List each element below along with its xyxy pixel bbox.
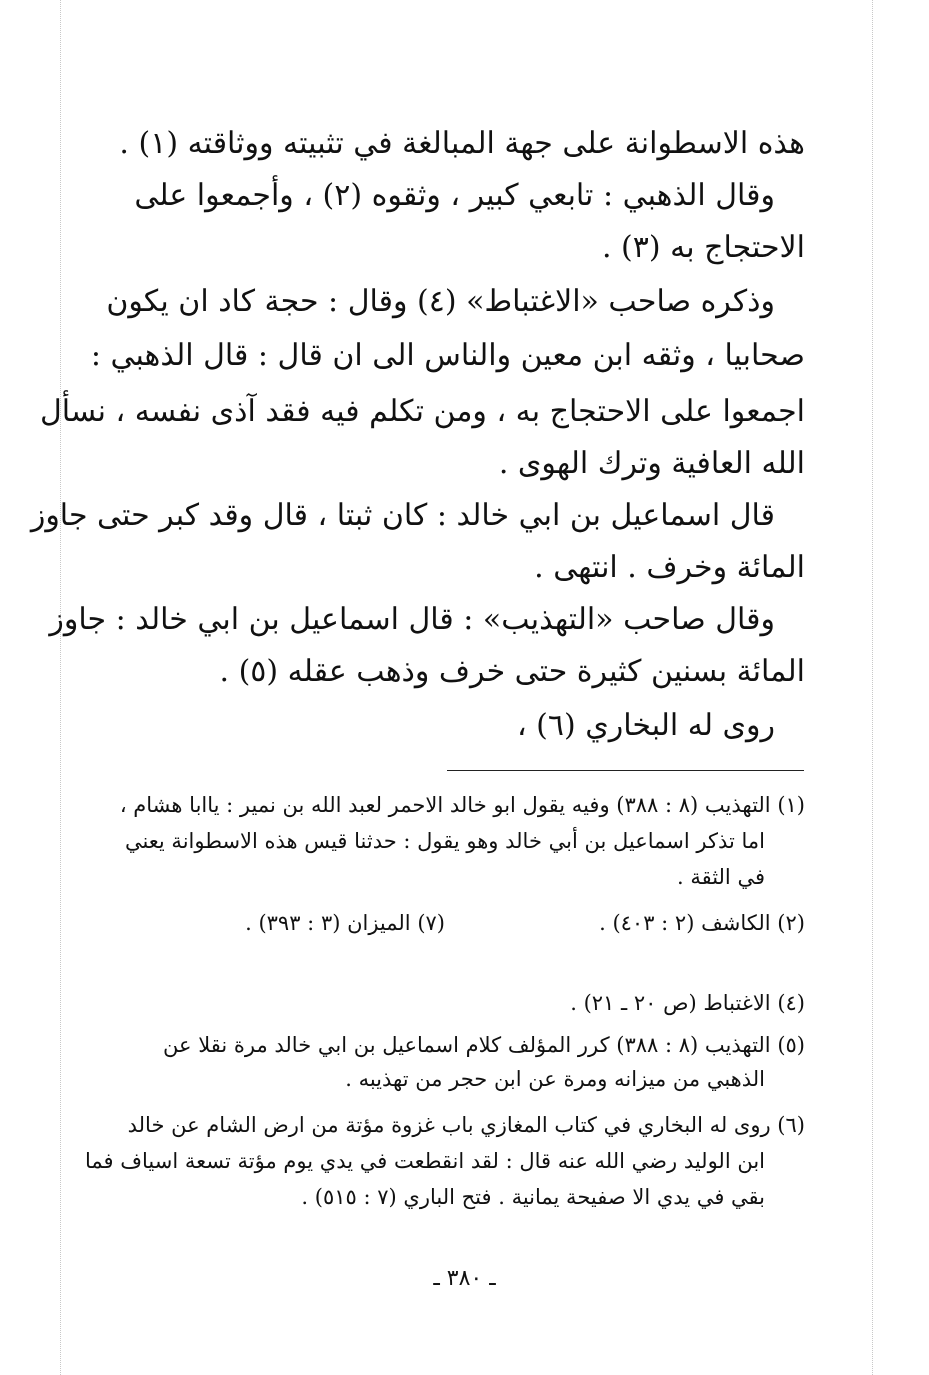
- paragraph-5-line-1: وقال صاحب «التهذيب» : قال اسماعيل بن ابي خالد : جاوز: [49, 602, 775, 637]
- footnote-6-line-2: ابن الوليد رضي الله عنه قال : لقد انقطعت في يدي يوم مؤتة تسعة اسياف فما: [85, 1149, 765, 1173]
- paragraph-4-line-2: المائة وخرف . انتهى .: [534, 550, 805, 585]
- paragraph-3-line-1: وذكره صاحب «الاغتباط» (٤) وقال : حجة كاد ان يكون: [106, 284, 775, 319]
- footnote-4: (٤) الاغتباط (ص ٢٠ ـ ٢١) .: [570, 991, 805, 1015]
- paragraph-3-line-2: صحابيا ، وثقه ابن معين والناس الى ان قال : قال الذهبي :: [90, 338, 805, 373]
- paragraph-3-line-4: الله العافية وترك الهوى .: [498, 446, 805, 481]
- footnote-6-line-1: (٦) روى له البخاري في كتاب المغازي باب غزوة مؤتة من ارض الشام عن خالد: [127, 1113, 805, 1137]
- footnote-separator: [447, 770, 804, 771]
- paragraph-3-line-3: اجمعوا على الاحتجاج به ، ومن تكلم فيه فقد آذى نفسه ، نسأل: [39, 394, 805, 429]
- footnote-7: (٧) الميزان (٣ : ٣٩٣) .: [245, 911, 445, 935]
- paragraph-5-line-2: المائة بسنين كثيرة حتى خرف وذهب عقله (٥) .: [219, 654, 805, 689]
- paragraph-2-line-1: وقال الذهبي : تابعي كبير ، وثقوه (٢) ، وأجمعوا على: [134, 178, 775, 213]
- footnote-5-line-1: (٥) التهذيب (٨ : ٣٨٨) كرر المؤلف كلام اسماعيل بن ابي خالد مرة نقلا عن: [163, 1033, 805, 1057]
- footnote-1-line-1: (١) التهذيب (٨ : ٣٨٨) وفيه يقول ابو خالد الاحمر لعبد الله بن نمير : ياابا هشام ،: [119, 793, 805, 817]
- footnote-1-line-3: في الثقة .: [676, 865, 765, 889]
- paragraph-6-line-1: روى له البخاري (٦) ،: [516, 708, 775, 743]
- paragraph-2-line-2: الاحتجاج به (٣) .: [601, 230, 805, 265]
- scan-edge-left: [60, 0, 61, 1375]
- page-number: ـ ٣٨٠ ـ: [433, 1266, 496, 1291]
- footnote-6-line-3: بقي في يدي الا صفيحة يمانية . فتح الباري (٧ : ٥١٥) .: [301, 1185, 765, 1209]
- footnote-1-line-2: اما تذكر اسماعيل بن أبي خالد وهو يقول : حدثنا قيس هذه الاسطوانة يعني: [124, 829, 765, 853]
- scan-edge-right: [872, 0, 873, 1375]
- footnote-2: (٢) الكاشف (٢ : ٤٠٣) .: [599, 911, 805, 935]
- paragraph-1-line-1: هذه الاسطوانة على جهة المبالغة في تثبيته ووثاقته (١) .: [119, 126, 805, 161]
- paragraph-4-line-1: قال اسماعيل بن ابي خالد : كان ثبتا ، قال وقد كبر حتى جاوز: [30, 498, 775, 533]
- footnote-5-line-2: الذهبي من ميزانه ومرة عن ابن حجر من تهذيبه .: [345, 1067, 765, 1091]
